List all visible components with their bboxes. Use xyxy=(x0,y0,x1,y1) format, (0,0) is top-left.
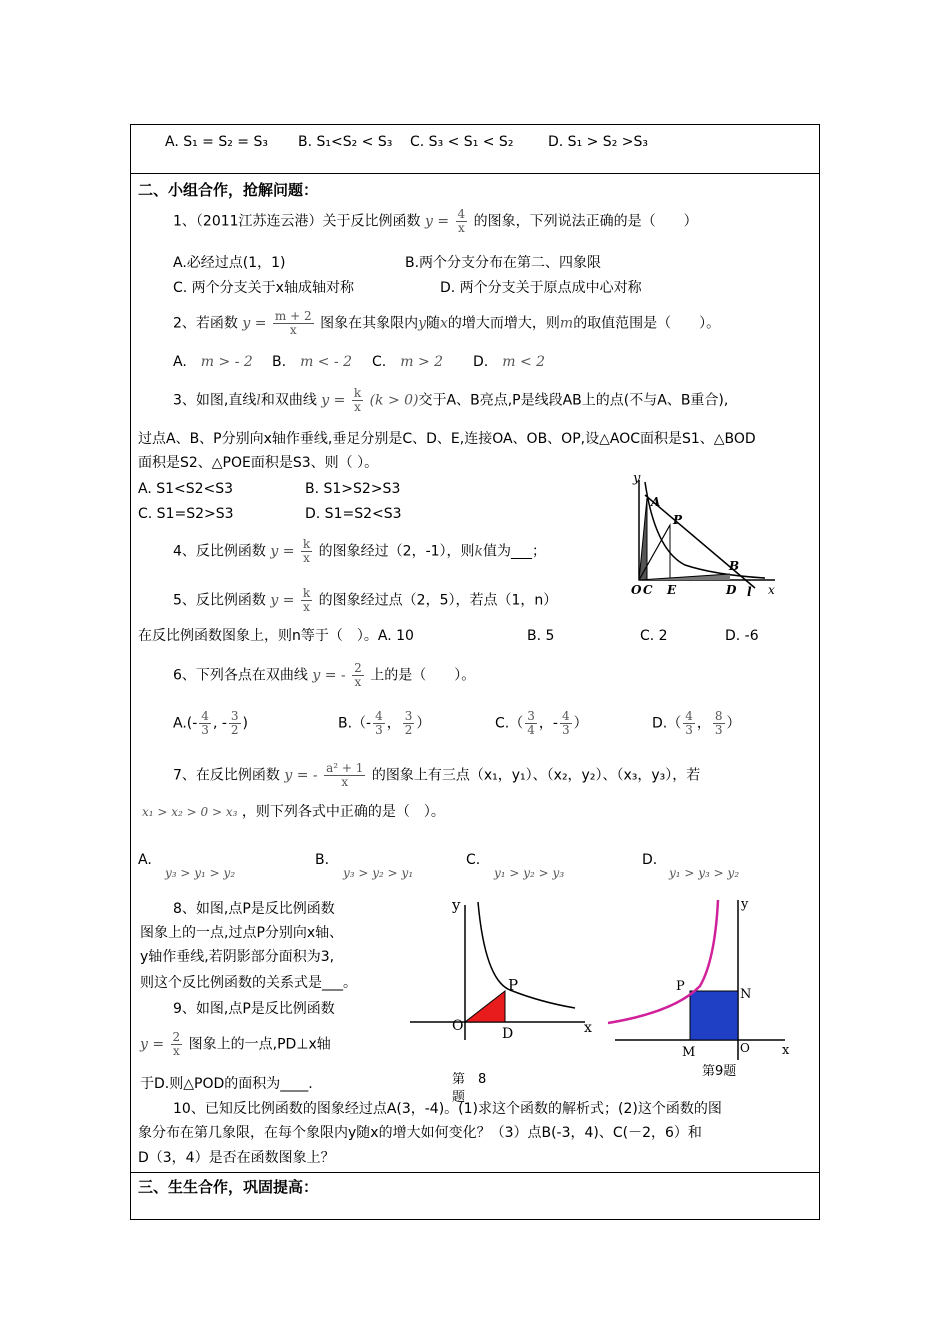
q7-post: ，则下列各式中正确的是（ ）。 xyxy=(241,804,445,820)
q5-post: 的图象经过点（2，5），若点（1，n） xyxy=(318,592,558,609)
section2-heading: 二、小组合作，抢解问题： xyxy=(138,181,319,199)
q7-option-d-label: D. xyxy=(642,852,658,868)
q2-y: y xyxy=(418,315,426,332)
q5-frac-den: x xyxy=(303,600,310,615)
q3-label-l: l xyxy=(747,585,752,599)
q7-fraction xyxy=(324,762,365,789)
q3-figure xyxy=(625,470,785,600)
q1-option-d: D. 两个分支关于原点成中心对称 xyxy=(440,280,642,296)
q9-line3: 于D.则△POD的面积为____. xyxy=(140,1076,313,1092)
fig8-caption1: 第 8 xyxy=(452,1072,487,1087)
q6-d-end: ） xyxy=(726,715,741,732)
q1-option-a: A.必经过点(1，1) xyxy=(173,255,286,271)
q4-func-lhs: y = xyxy=(270,543,295,560)
q5-option-b: B. 5 xyxy=(527,628,555,644)
q6-b-sep: ， xyxy=(386,715,401,732)
q4-k: k xyxy=(474,543,484,560)
q2-option-c xyxy=(372,354,443,371)
q2-stem xyxy=(173,310,720,337)
q3-label-a: A xyxy=(651,495,661,509)
q6-frac-num: 2 xyxy=(354,661,362,675)
q10-line2: 象分布在第几象限，在每个象限内y随x的增大如何变化？（3）点B(-3，4)、C(－2，6）和 xyxy=(138,1125,702,1141)
q6-d-label: D.（ xyxy=(652,715,682,732)
q6-d-frac2 xyxy=(713,710,725,737)
q3-option-a: A. S1<S2<S3 xyxy=(138,481,234,497)
q3-post: 交于A、B亮点,P是线段AB上的点(不与A、B重合), xyxy=(418,392,729,409)
q6-stem xyxy=(173,662,475,689)
q3-frac-den: x xyxy=(354,400,361,415)
q6-a-n2: 3 xyxy=(230,709,239,723)
fig8-label-y: y xyxy=(452,896,461,914)
q9-line2-text: 图象上的一点,PD⊥x轴 xyxy=(188,1036,331,1053)
q6-a-sep: , - xyxy=(212,715,227,732)
q4-stem xyxy=(173,538,546,565)
fig9-label-m: M xyxy=(682,1045,696,1060)
q6-c-n2: 4 xyxy=(561,709,570,723)
q3-cond: (k > 0) xyxy=(369,392,419,409)
q8-line1: 8、如图,点P是反比例函数 xyxy=(173,901,335,917)
q2-func-lhs: y = xyxy=(242,315,267,332)
q1-frac-den: x xyxy=(457,221,465,236)
fig9-label-n: N xyxy=(740,987,752,1002)
fig8-label-p: P xyxy=(508,976,519,994)
q7-stem xyxy=(173,762,700,789)
row-divider xyxy=(131,173,819,174)
q2-option-d-label: D. xyxy=(473,354,489,370)
q2-option-a xyxy=(173,354,253,371)
q4-post: 值为___； xyxy=(483,543,547,560)
q6-b-end: ） xyxy=(416,715,431,732)
q2-mid3: 的增大而增大，则 xyxy=(447,315,560,332)
fig8-label-d: D xyxy=(502,1026,514,1042)
q5-option-d: D. -6 xyxy=(725,628,759,644)
q4-pre: 4、反比例函数 xyxy=(173,543,266,560)
q9-frac-den: x xyxy=(172,1044,180,1059)
q7-mid: 的图象上有三点（x₁，y₁）、（x₂，y₂）、（x₃，y₃），若 xyxy=(371,767,701,784)
row1-option-a: A. S₁ = S₂ = S₃ xyxy=(165,134,268,150)
q7-func-lhs: y = - xyxy=(284,767,318,784)
q6-post: 上的是（ ）。 xyxy=(370,667,476,684)
q2-option-c-label: C. xyxy=(372,354,387,370)
q2-pre: 2、若函数 xyxy=(173,315,238,332)
fig9-label-o: O xyxy=(740,1041,750,1055)
fig8 xyxy=(400,890,600,1050)
q2-option-b-label: B. xyxy=(272,354,287,370)
q3-label-y: y xyxy=(633,471,641,486)
q6-d-sep: ， xyxy=(696,715,711,732)
q6-a-d1: 3 xyxy=(201,723,209,738)
fig9-rectangle xyxy=(690,991,738,1040)
q6-a-n1: 4 xyxy=(201,709,209,723)
q3-line-l xyxy=(645,495,755,588)
q3-mid: 和双曲线 xyxy=(260,392,317,409)
q6-a-d2: 2 xyxy=(230,723,239,738)
q6-pre: 6、下列各点在双曲线 xyxy=(173,667,308,684)
q3-stem xyxy=(173,387,728,414)
q3-option-d: D. S1=S2<S3 xyxy=(305,506,402,522)
fig8-hyperbola xyxy=(478,902,575,1008)
q9-fraction xyxy=(171,1031,183,1058)
q7-option-b: y₃ > y₂ > y₁ xyxy=(343,866,414,880)
fig8-label-x: x xyxy=(584,1020,592,1036)
q2-post: 的取值范围是（ ）。 xyxy=(573,315,721,332)
q3-frac-num: k xyxy=(353,386,362,400)
q3-label-d: D xyxy=(726,583,737,597)
fig8-shaded-triangle xyxy=(465,991,505,1022)
q7-option-b-label: B. xyxy=(315,852,330,868)
q6-b-n2: 3 xyxy=(404,709,413,723)
q7-frac-den: x xyxy=(341,775,349,790)
q6-func-lhs: y = - xyxy=(312,667,346,684)
q7-cond: x₁ > x₂ > 0 > x₃ xyxy=(142,805,238,819)
q4-mid: 的图象经过（2，-1），则 xyxy=(318,543,475,560)
q3-option-b: B. S1>S2>S3 xyxy=(305,481,401,497)
row1-option-c: C. S₃ < S₁ < S₂ xyxy=(410,134,514,150)
q7-option-a-label: A. xyxy=(138,852,152,868)
q3-label-o: O xyxy=(631,583,642,597)
q6-b-frac1 xyxy=(373,710,385,737)
q9-line2 xyxy=(140,1031,331,1058)
q6-option-b xyxy=(338,710,430,737)
q5-func-lhs: y = xyxy=(270,592,295,609)
q8-line4: 则这个反比例函数的关系式是___。 xyxy=(140,975,357,991)
q3-label-p: P xyxy=(673,513,683,527)
q9-line1: 9、如图,点P是反比例函数 xyxy=(173,1001,335,1017)
q3-label-b: B xyxy=(729,559,740,573)
q6-d-d2: 3 xyxy=(714,723,723,738)
row-divider xyxy=(131,1172,819,1173)
q6-c-sep: ，- xyxy=(538,715,558,732)
fig8-label-o: O xyxy=(452,1018,464,1034)
q2-fraction xyxy=(273,310,314,337)
q8-line2: 图象上的一点,过点P分别向x轴、 xyxy=(140,925,344,941)
q3-line2: 过点A、B、P分别向x轴作垂线,垂足分别是C、D、E,连接OA、OB、OP,设△AOC面积是S1、△BOD xyxy=(138,431,756,447)
q2-option-b xyxy=(272,354,352,371)
q7-frac-num: a² + 1 xyxy=(326,761,364,775)
q6-a-end: ) xyxy=(242,715,248,732)
q7-option-a: y₃ > y₁ > y₂ xyxy=(165,866,236,880)
q6-c-end: ） xyxy=(573,715,588,732)
row1-option-b: B. S₁<S₂ < S₃ xyxy=(298,134,393,150)
q6-b-d2: 2 xyxy=(404,723,413,738)
q2-mid1: 图象在其象限内 xyxy=(320,315,419,332)
q6-c-label: C.（ xyxy=(495,715,524,732)
q4-frac-den: x xyxy=(303,551,310,566)
fig9-label-y: y xyxy=(741,897,749,912)
q1-post: 的图象，下列说法正确的是（ ） xyxy=(473,213,698,230)
q6-a-label: A.(- xyxy=(173,715,198,732)
q2-option-d xyxy=(473,354,545,371)
q6-c-d2: 3 xyxy=(561,723,570,738)
q1-fraction xyxy=(456,208,468,235)
row1-option-d: D. S₁ > S₂ >S₃ xyxy=(548,134,648,150)
q5-option-c: C. 2 xyxy=(640,628,668,644)
q1-pre: 1、（2011江苏连云港）关于反比例函数 xyxy=(173,213,421,230)
q2-m: m xyxy=(559,315,574,332)
q6-option-d xyxy=(652,710,741,737)
q10-line1: 10、已知反比例函数的图象经过点A(3，-4)。(1)求这个函数的解析式；(2)这个函数的图 xyxy=(173,1101,722,1117)
q2-option-d-value: m < 2 xyxy=(502,354,546,370)
q1-stem xyxy=(173,208,698,235)
q2-option-a-value: m > - 2 xyxy=(200,354,253,370)
fig8-caption2: 题 xyxy=(452,1090,466,1105)
q6-b-frac2 xyxy=(403,710,415,737)
q3-label-x: x xyxy=(768,583,775,597)
fig9-caption: 第9题 xyxy=(702,1064,737,1079)
q6-c-n1: 3 xyxy=(527,709,535,723)
q5-fraction xyxy=(301,587,312,614)
q9-func-lhs: y = xyxy=(140,1036,165,1053)
q6-a-frac2 xyxy=(229,710,241,737)
q7-pre: 7、在反比例函数 xyxy=(173,767,280,784)
q3-line3: 面积是S2、△POE面积是S3、则（ ）。 xyxy=(138,455,379,471)
q6-c-frac2 xyxy=(560,710,572,737)
q5-stem xyxy=(173,587,557,614)
q3-func-lhs: y = xyxy=(321,392,346,409)
q4-frac-num: k xyxy=(302,537,311,551)
q6-c-d1: 4 xyxy=(527,723,535,738)
q7-option-c-label: C. xyxy=(466,852,481,868)
q2-option-b-value: m < - 2 xyxy=(300,354,353,370)
q7-option-d: y₁ > y₃ > y₂ xyxy=(669,866,740,880)
q6-a-frac1 xyxy=(199,710,211,737)
q6-d-d1: 3 xyxy=(685,723,693,738)
q6-d-n1: 4 xyxy=(685,709,693,723)
q2-x: x xyxy=(440,315,448,332)
q10-line3: D（3，4）是否在函数图象上？ xyxy=(138,1150,335,1166)
q5-frac-num: k xyxy=(302,586,311,600)
q3-label-c: C xyxy=(643,583,653,597)
q9-frac-num: 2 xyxy=(172,1030,181,1044)
q1-func-lhs: y = xyxy=(425,213,450,230)
q3-label-e: E xyxy=(667,583,677,597)
section3-heading: 三、生生合作，巩固提高： xyxy=(138,1178,319,1196)
q6-b-n1: 4 xyxy=(375,709,383,723)
q5-pre: 5、反比例函数 xyxy=(173,592,266,609)
q3-hyperbola xyxy=(645,482,765,578)
q7-option-c: y₁ > y₂ > y₃ xyxy=(494,866,565,880)
q3-fraction xyxy=(352,387,363,414)
q6-b-label: B.（- xyxy=(338,715,372,732)
fig9-label-p: P xyxy=(676,979,685,994)
q3-option-c: C. S1=S2>S3 xyxy=(138,506,234,522)
fig9-label-x: x xyxy=(782,1043,790,1058)
q6-option-a xyxy=(173,710,248,737)
q2-option-c-value: m > 2 xyxy=(400,354,444,370)
q6-fraction xyxy=(352,662,364,689)
q3-pre: 3、如图,直线 xyxy=(173,392,257,409)
q6-b-d1: 3 xyxy=(375,723,383,738)
q6-d-frac1 xyxy=(683,710,695,737)
q2-mid2: 随 xyxy=(426,315,440,332)
q6-option-c xyxy=(495,710,588,737)
q6-d-n2: 8 xyxy=(714,709,723,723)
fig9 xyxy=(600,890,805,1065)
q2-frac-num: m + 2 xyxy=(274,309,312,323)
q3-l: l xyxy=(256,392,261,409)
q1-option-c: C. 两个分支关于x轴成轴对称 xyxy=(173,280,354,296)
q7-line2 xyxy=(142,804,445,821)
q6-frac-den: x xyxy=(354,675,362,690)
q1-option-b: B.两个分支分布在第二、四象限 xyxy=(405,255,602,271)
q4-fraction xyxy=(301,538,312,565)
q8-line3: y轴作垂线,若阴影部分面积为3, xyxy=(140,949,335,965)
q2-option-a-label: A. xyxy=(173,354,187,370)
q2-frac-den: x xyxy=(289,323,297,338)
q6-c-frac1 xyxy=(525,710,537,737)
q5-line2: 在反比例函数图象上，则n等于（ ）。A. 10 xyxy=(138,628,414,644)
q1-frac-num: 4 xyxy=(457,207,466,221)
